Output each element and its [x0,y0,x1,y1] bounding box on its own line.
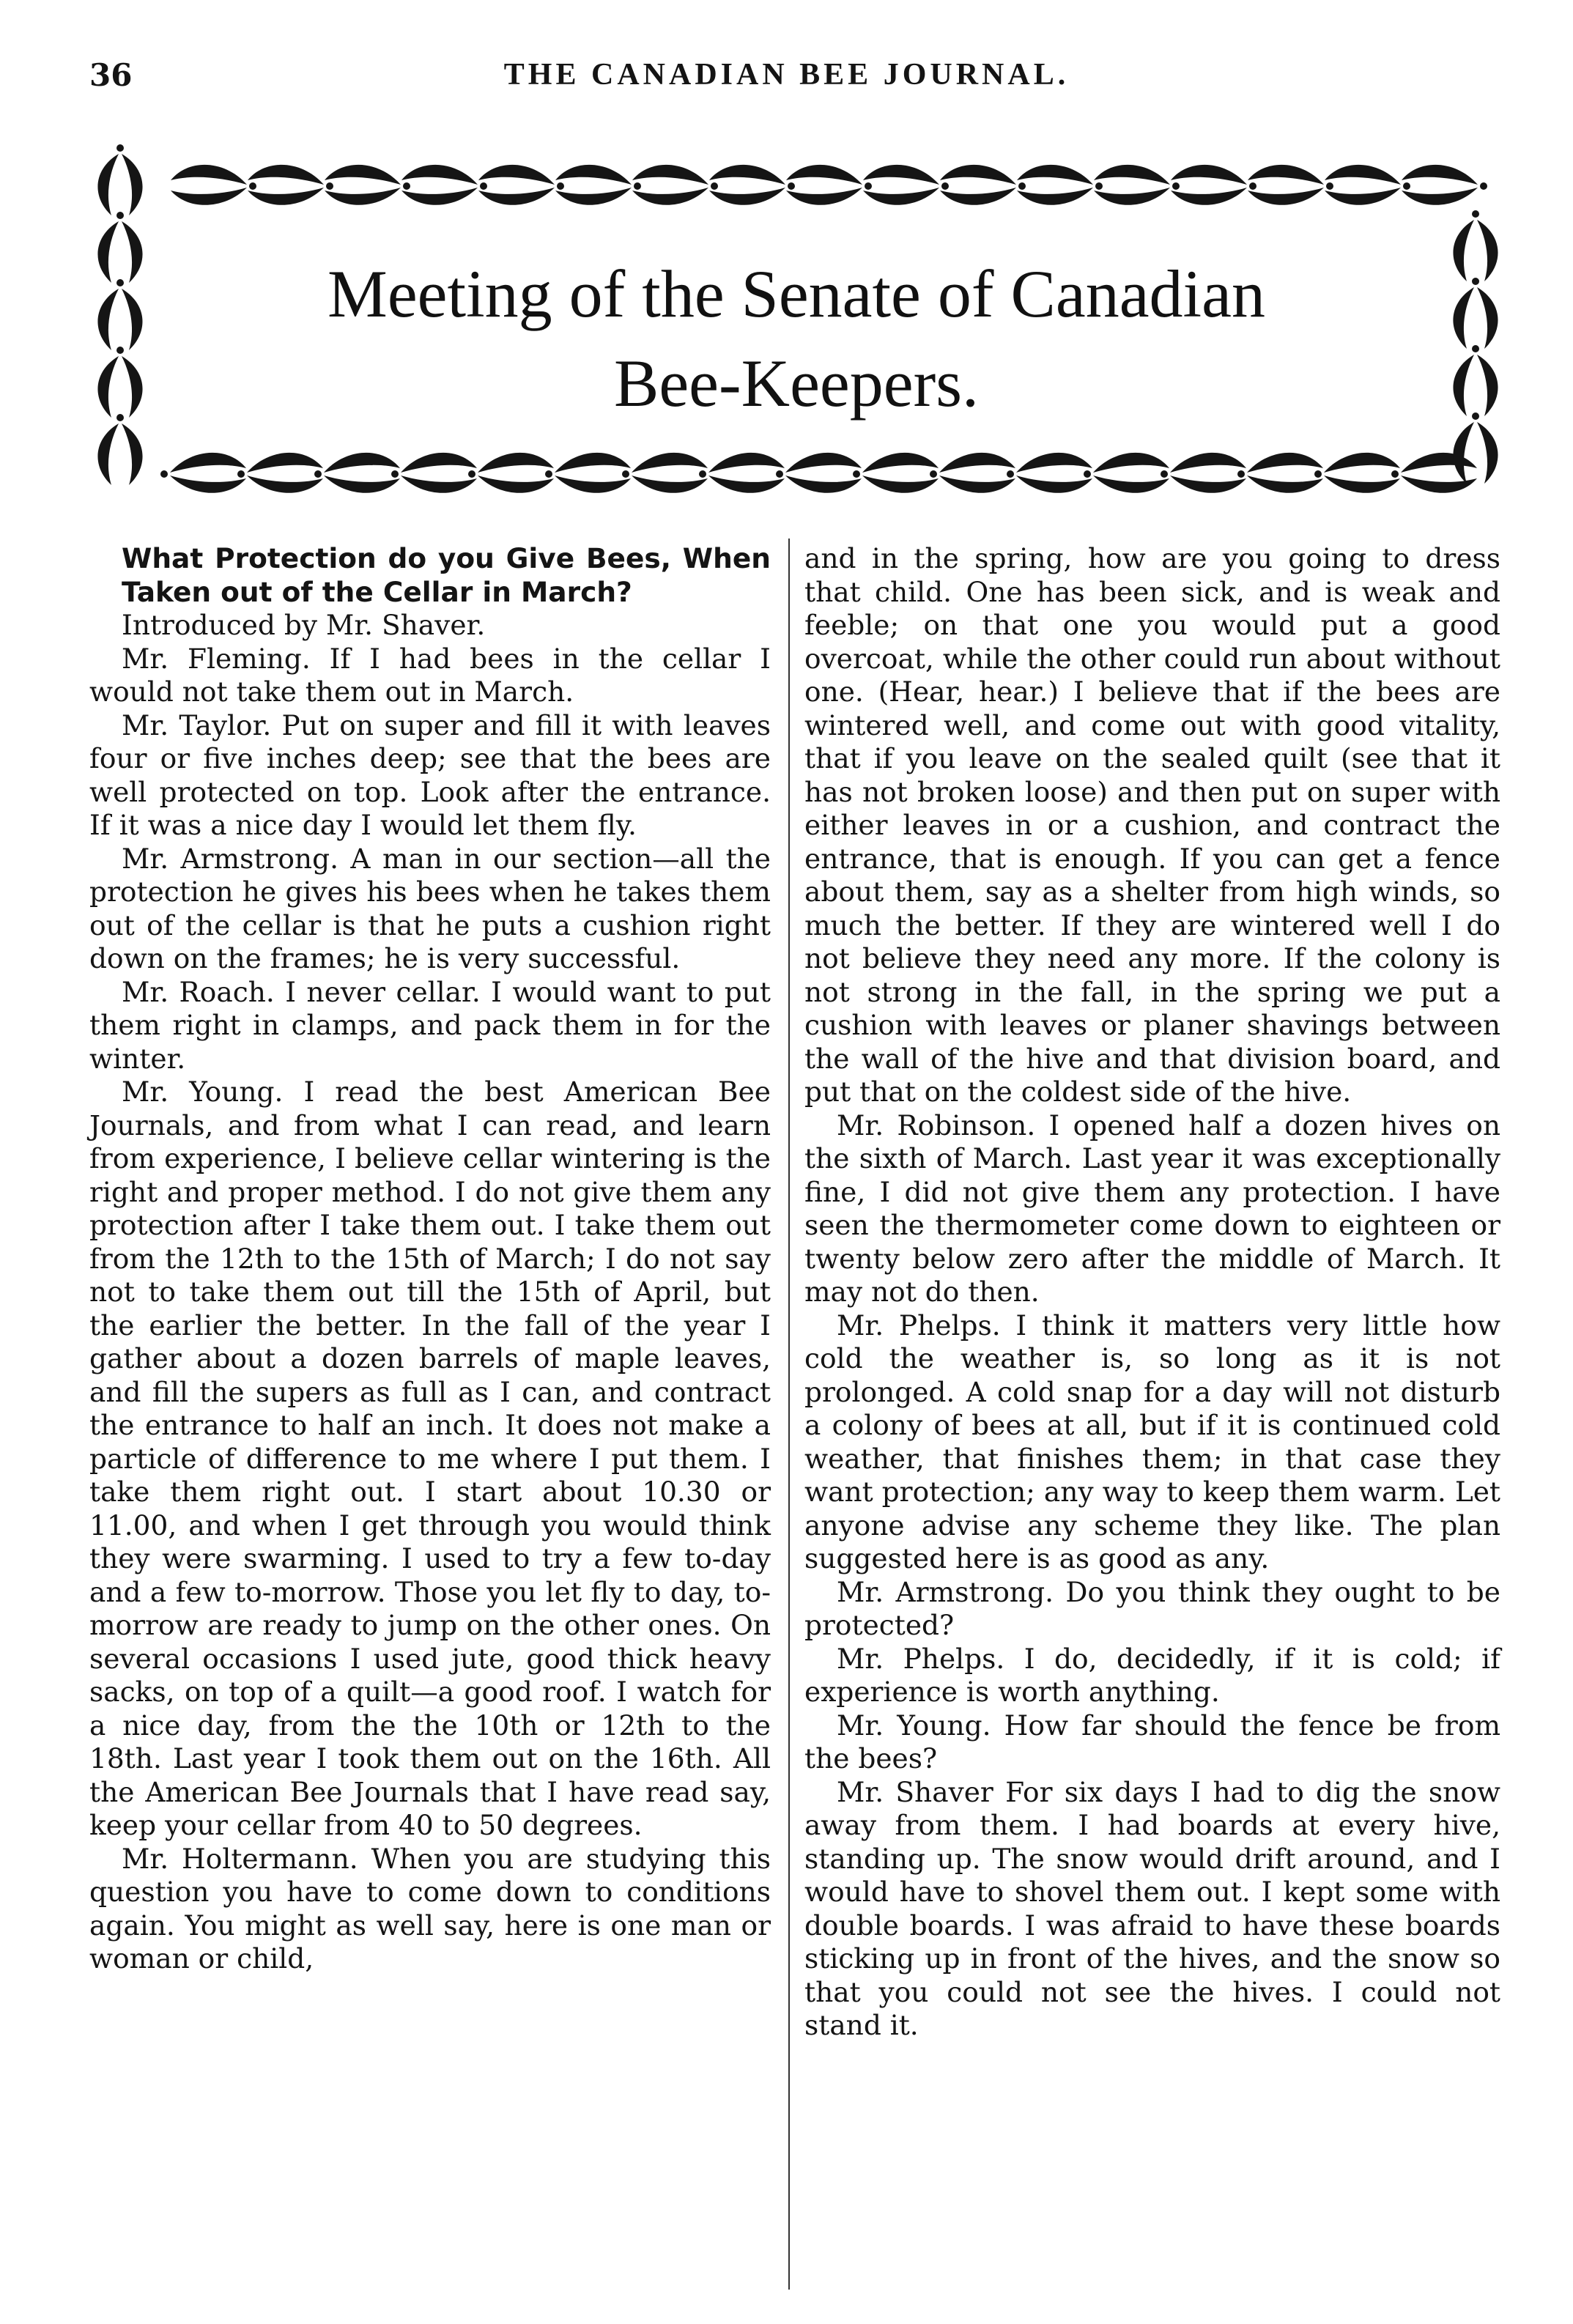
question-heading: What Protection do you Give Bees, When Taken out of the Cellar in March? [122,542,771,608]
left-leaf-column [97,144,142,485]
journal-title: THE CANADIAN BEE JOURNAL. [503,58,1070,92]
paragraph: Mr. Roach. I never cellar. I would want to put them right in clamps, and pack them in for the winter. [89,975,771,1075]
page-number: 36 [89,57,133,93]
paragraph: Introduced by Mr. Shaver. [122,609,486,641]
paragraph: Mr. Phelps. I think it matters very little how cold the weather is, so long as it is not prolonged. A cold snap for a day will not disturb a colony of bees at all, but if it is continued cold weather, that finishes them; in that case they want protection; any way to keep them warm. Let anyone advise any scheme they like. The plan suggested here is as good as any. [804,1309,1500,1574]
paragraph: Mr. Taylor. Put on super and fill it with leaves four or five inches deep; see that the bees are well protected on top. Look after the entrance. If it was a nice day I would let them fly. [89,708,771,841]
right-column [804,542,1500,2043]
paragraph: Mr. Armstrong. A man in our section—all the protection he gives his bees when he takes them out of the cellar is that he puts a cushion right down on the frames; he is very successful. [89,842,771,974]
paragraph: Mr. Phelps. I do, decidedly, if it is cold; if experience is worth anything. [804,1642,1500,1708]
column-rule [788,539,790,2290]
title-line-1: Meeting of the Senate of Canadian [327,256,1265,331]
paragraph: Mr. Young. I read the best American Bee Journals, and from what I can read, and learn from experience, I believe cellar wintering is the right and proper method. I do not give them any protection after I take them out. I take them out from the 12th to the 15th of March; I do not say not to take them out till the 15th of April, but the earlier the better. In the fall of the year I gather about a dozen barrels of maple leaves, and fill the supers as full as I can, and contract the entrance to half an inch. It does not make a particle of difference to me where I put them. I take them right out. I start about 10.30 or 11.00, and when I get through you would think they were swarming. I used to try a few to-day and a few to-morrow. Those you let fly to day, to-morrow are ready to jump on the other ones. On several occasions I used jute, good thick heavy sacks, on top of a quilt—a good roof. I watch for a nice day, from the the 10th or 12th to the 18th. Last year I took them out on the 16th. All the American Bee Journals that I have read say, keep your cellar from 40 to 50 degrees. [89,1076,771,1841]
paragraph-continued: and in the spring, how are you going to dress that child. One has been sick, and is weak and feeble; on that one you would put a good overcoat, while the other could run about without one. (Hear, hear.) I believe that if the bees are wintered well, and come out with good vitality, that if you leave on the sealed quilt (see that it has not broken loose) and then put on super with either leaves in or a cushion, and contract the entrance, that is enough. If you can get a fence about them, say as a shelter from high winds, so much the better. If they are wintered well I do not believe they need any more. If the colony is not strong in the fall, in the spring we put a cushion with leaves or planer shavings between the wall of the hive and that division board, and put that on the coldest side of the hive. [804,542,1500,1108]
article-title [265,249,1328,428]
paragraph: Mr. Holtermann. When you are studying this question you have to come down to conditions again. You might as well say, here is one man or woman or child, [89,1842,771,1975]
left-column [89,542,771,1976]
paragraph: Mr. Fleming. If I had bees in the cellar I would not take them out in March. [89,642,771,708]
right-leaf-column [1453,210,1498,484]
paragraph: Mr. Shaver For six days I had to dig the snow away from them. I had boards at every hive, standing up. The snow would drift around, and I would have to shovel them out. I kept some with double boards. I was afraid to have these boards sticking up in front of the hives, and the snow so that you could not see the hives. I could not stand it. [804,1775,1500,2041]
paragraph: Mr. Robinson. I opened half a dozen hives on the sixth of March. Last year it was exceptionally fine, I did not give them any protection. I have seen the thermometer come down to eighteen or twenty below zero after the middle of March. It may not do then. [804,1109,1500,1308]
top-leaf-row [171,165,1487,205]
title-banner [82,139,1511,549]
title-line-2: Bee-Keepers. [613,346,980,421]
paragraph: Mr. Armstrong. Do you think they ought to be protected? [804,1575,1500,1641]
paragraph: Mr. Young. How far should the fence be from the bees? [804,1709,1500,1775]
running-head [0,57,1573,108]
bottom-leaf-row [160,453,1477,493]
